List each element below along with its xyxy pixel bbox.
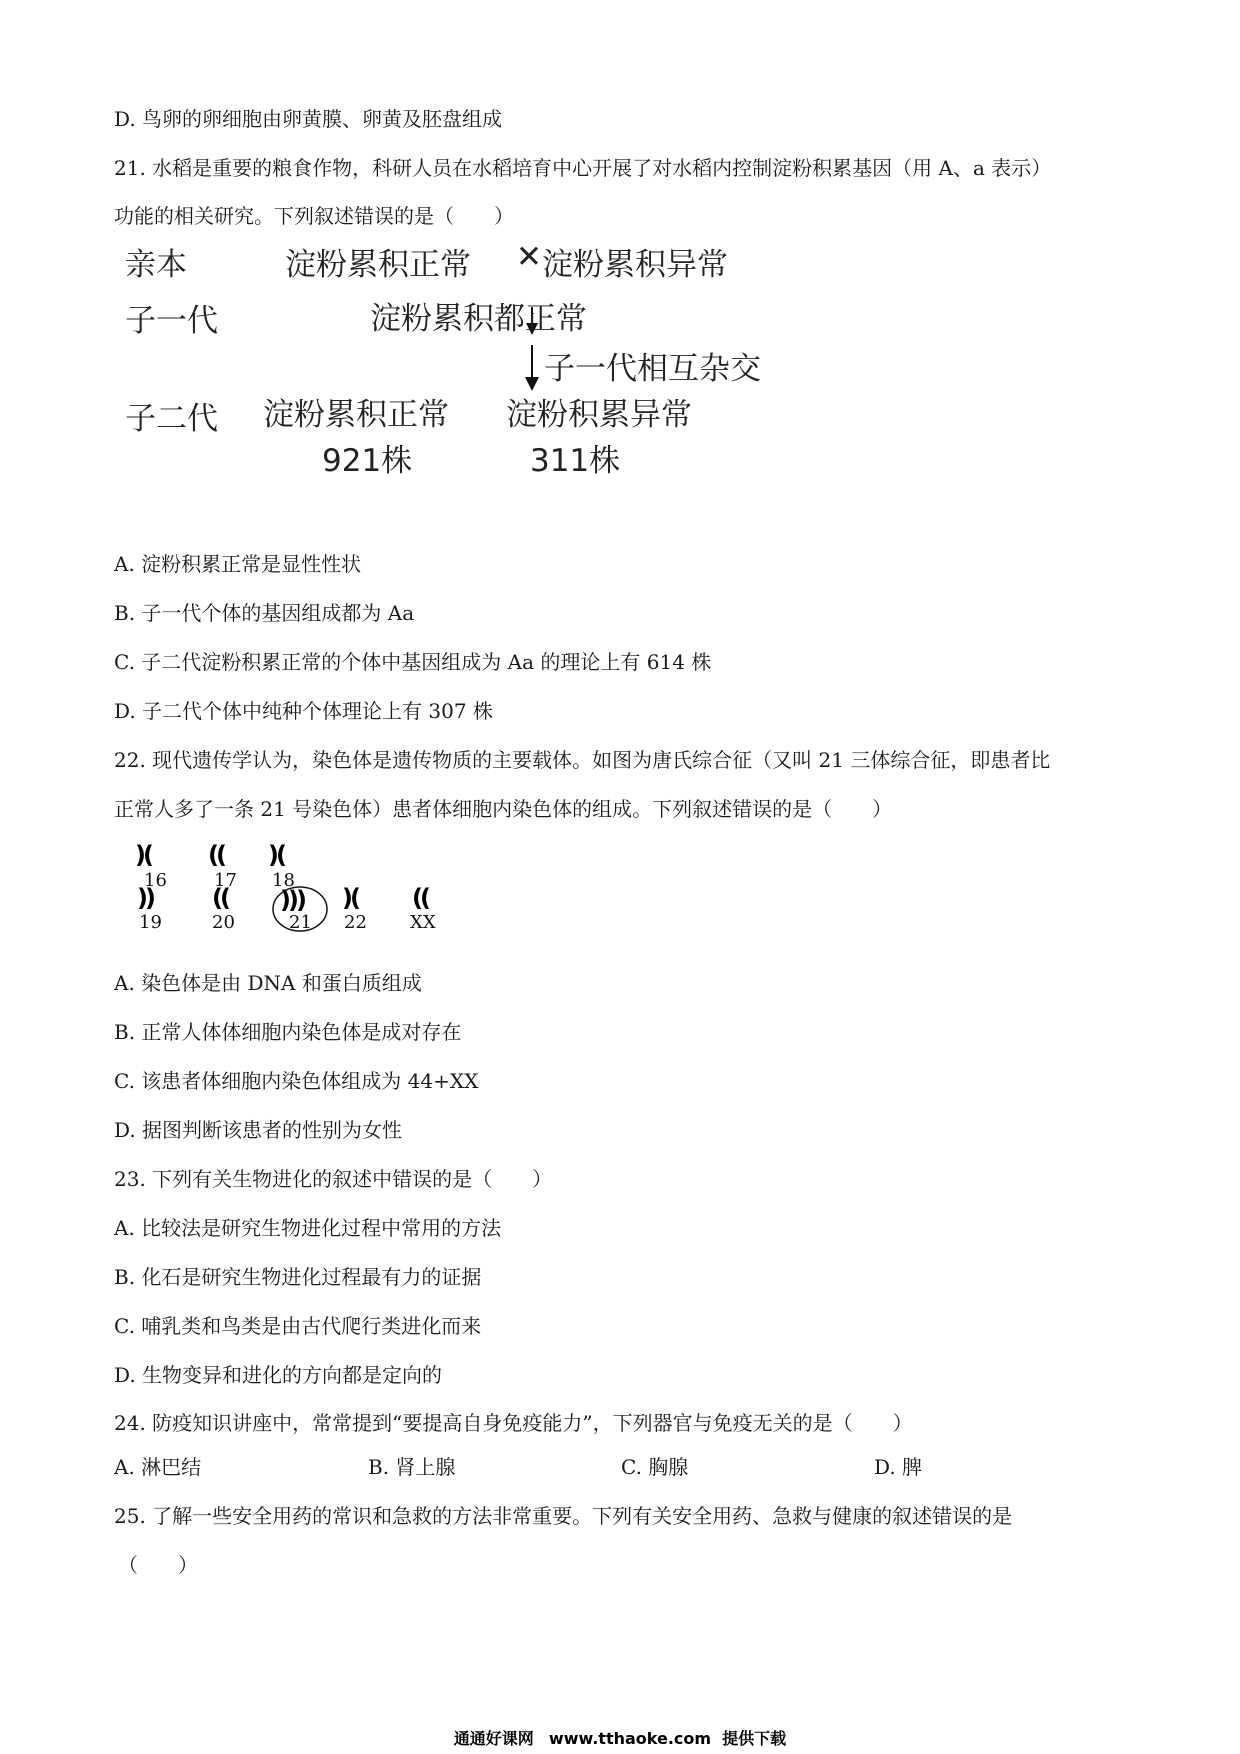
q24-option-c: C. 胸腺: [621, 1455, 689, 1479]
q24-stem: 24. 防疫知识讲座中，常常提到“要提高自身免疫能力”，下列器官与免疫无关的是（ ）: [114, 1411, 913, 1435]
chromosome-17-icon: ((: [208, 841, 224, 869]
q23-option-c: C. 哺乳类和鸟类是由古代爬行类进化而来: [114, 1314, 482, 1338]
f2-right-count: 311株: [530, 443, 621, 479]
cross-symbol: ✕: [516, 239, 542, 275]
f1-result: 淀粉累积都正常: [370, 301, 587, 337]
f2-right: 淀粉积累异常: [506, 397, 692, 433]
karyo-label-21: 21: [289, 912, 312, 933]
chromosome-16-icon: )(: [135, 841, 151, 869]
label-parent: 亲本: [125, 247, 187, 283]
q21-stem-line2: 功能的相关研究。下列叙述错误的是（ ）: [114, 204, 514, 228]
q22-option-c: C. 该患者体细胞内染色体组成为 44+XX: [114, 1069, 479, 1093]
q24-option-a: A. 淋巴结: [114, 1455, 202, 1479]
chromosome-21-icon: ))): [280, 886, 304, 914]
chromosome-20-icon: ((: [212, 884, 228, 912]
chromosome-19-icon: )): [137, 884, 153, 912]
q23-option-b: B. 化石是研究生物进化过程最有力的证据: [114, 1265, 482, 1289]
q20-option-d: D. 鸟卵的卵细胞由卵黄膜、卵黄及胚盘组成: [114, 107, 503, 131]
q21-option-b: B. 子一代个体的基因组成都为 Aa: [114, 601, 415, 625]
page-footer: [0, 1726, 1240, 1749]
q23-option-d: D. 生物变异和进化的方向都是定向的: [114, 1363, 443, 1387]
q21-cross-diagram: [125, 239, 830, 535]
q23-stem: 23. 下列有关生物进化的叙述中错误的是（ ）: [114, 1167, 553, 1191]
q25-stem-line2: （ ）: [118, 1553, 198, 1577]
q21-option-a: A. 淀粉积累正常是显性性状: [114, 552, 362, 576]
karyo-label-19: 19: [139, 912, 162, 933]
q21-stem-line1: 21. 水稻是重要的粮食作物，科研人员在水稻培育中心开展了对水稻内控制淀粉积累基因（用 A、a 表示）: [114, 156, 1052, 180]
q22-stem-line2: 正常人多了一条 21 号染色体）患者体细胞内染色体的组成。下列叙述错误的是（ ）: [114, 797, 893, 821]
chromosome-18-icon: )(: [268, 841, 284, 869]
f2-left-count: 921株: [322, 443, 413, 479]
parent-left: 淀粉累积正常: [285, 247, 471, 283]
karyo-label-16: 16: [144, 870, 167, 891]
footer-url[interactable]: www.tthaoke.com: [548, 1729, 712, 1748]
f2-left: 淀粉累积正常: [263, 397, 449, 433]
chromosome-xx-icon: ((: [412, 884, 428, 912]
q23-option-a: A. 比较法是研究生物进化过程中常用的方法: [114, 1216, 502, 1240]
footer-site-name: 通通好课网: [453, 1729, 534, 1748]
q21-option-d: D. 子二代个体中纯种个体理论上有 307 株: [114, 699, 493, 723]
chromosome-22-icon: )(: [342, 884, 358, 912]
label-f2: 子二代: [125, 401, 218, 437]
parent-right: 淀粉累积异常: [542, 247, 728, 283]
q22-option-d: D. 据图判断该患者的性别为女性: [114, 1118, 403, 1142]
q22-option-b: B. 正常人体体细胞内染色体是成对存在: [114, 1020, 462, 1044]
karyo-label-20: 20: [212, 912, 235, 933]
q22-stem-line1: 22. 现代遗传学认为，染色体是遗传物质的主要载体。如图为唐氏综合征（又叫 21 三体综合征，即患者比: [114, 748, 1051, 772]
q24-option-d: D. 脾: [874, 1455, 923, 1479]
q21-option-c: C. 子二代淀粉积累正常的个体中基因组成为 Aa 的理论上有 614 株: [114, 650, 712, 674]
label-f1: 子一代: [125, 303, 218, 339]
f1-cross-label: 子一代相互杂交: [544, 351, 761, 387]
q24-option-b: B. 肾上腺: [368, 1455, 456, 1479]
q25-stem-line1: 25. 了解一些安全用药的常识和急救的方法非常重要。下列有关安全用药、急救与健康的叙述错误的是: [114, 1504, 1013, 1528]
karyotype-figure: [130, 841, 470, 946]
karyo-label-22: 22: [344, 912, 367, 933]
footer-suffix: 提供下载: [722, 1729, 787, 1748]
karyo-label-18: 18: [272, 870, 295, 891]
q22-option-a: A. 染色体是由 DNA 和蛋白质组成: [114, 971, 422, 995]
karyo-label-xx: XX: [410, 912, 436, 933]
karyo-label-17: 17: [214, 870, 237, 891]
